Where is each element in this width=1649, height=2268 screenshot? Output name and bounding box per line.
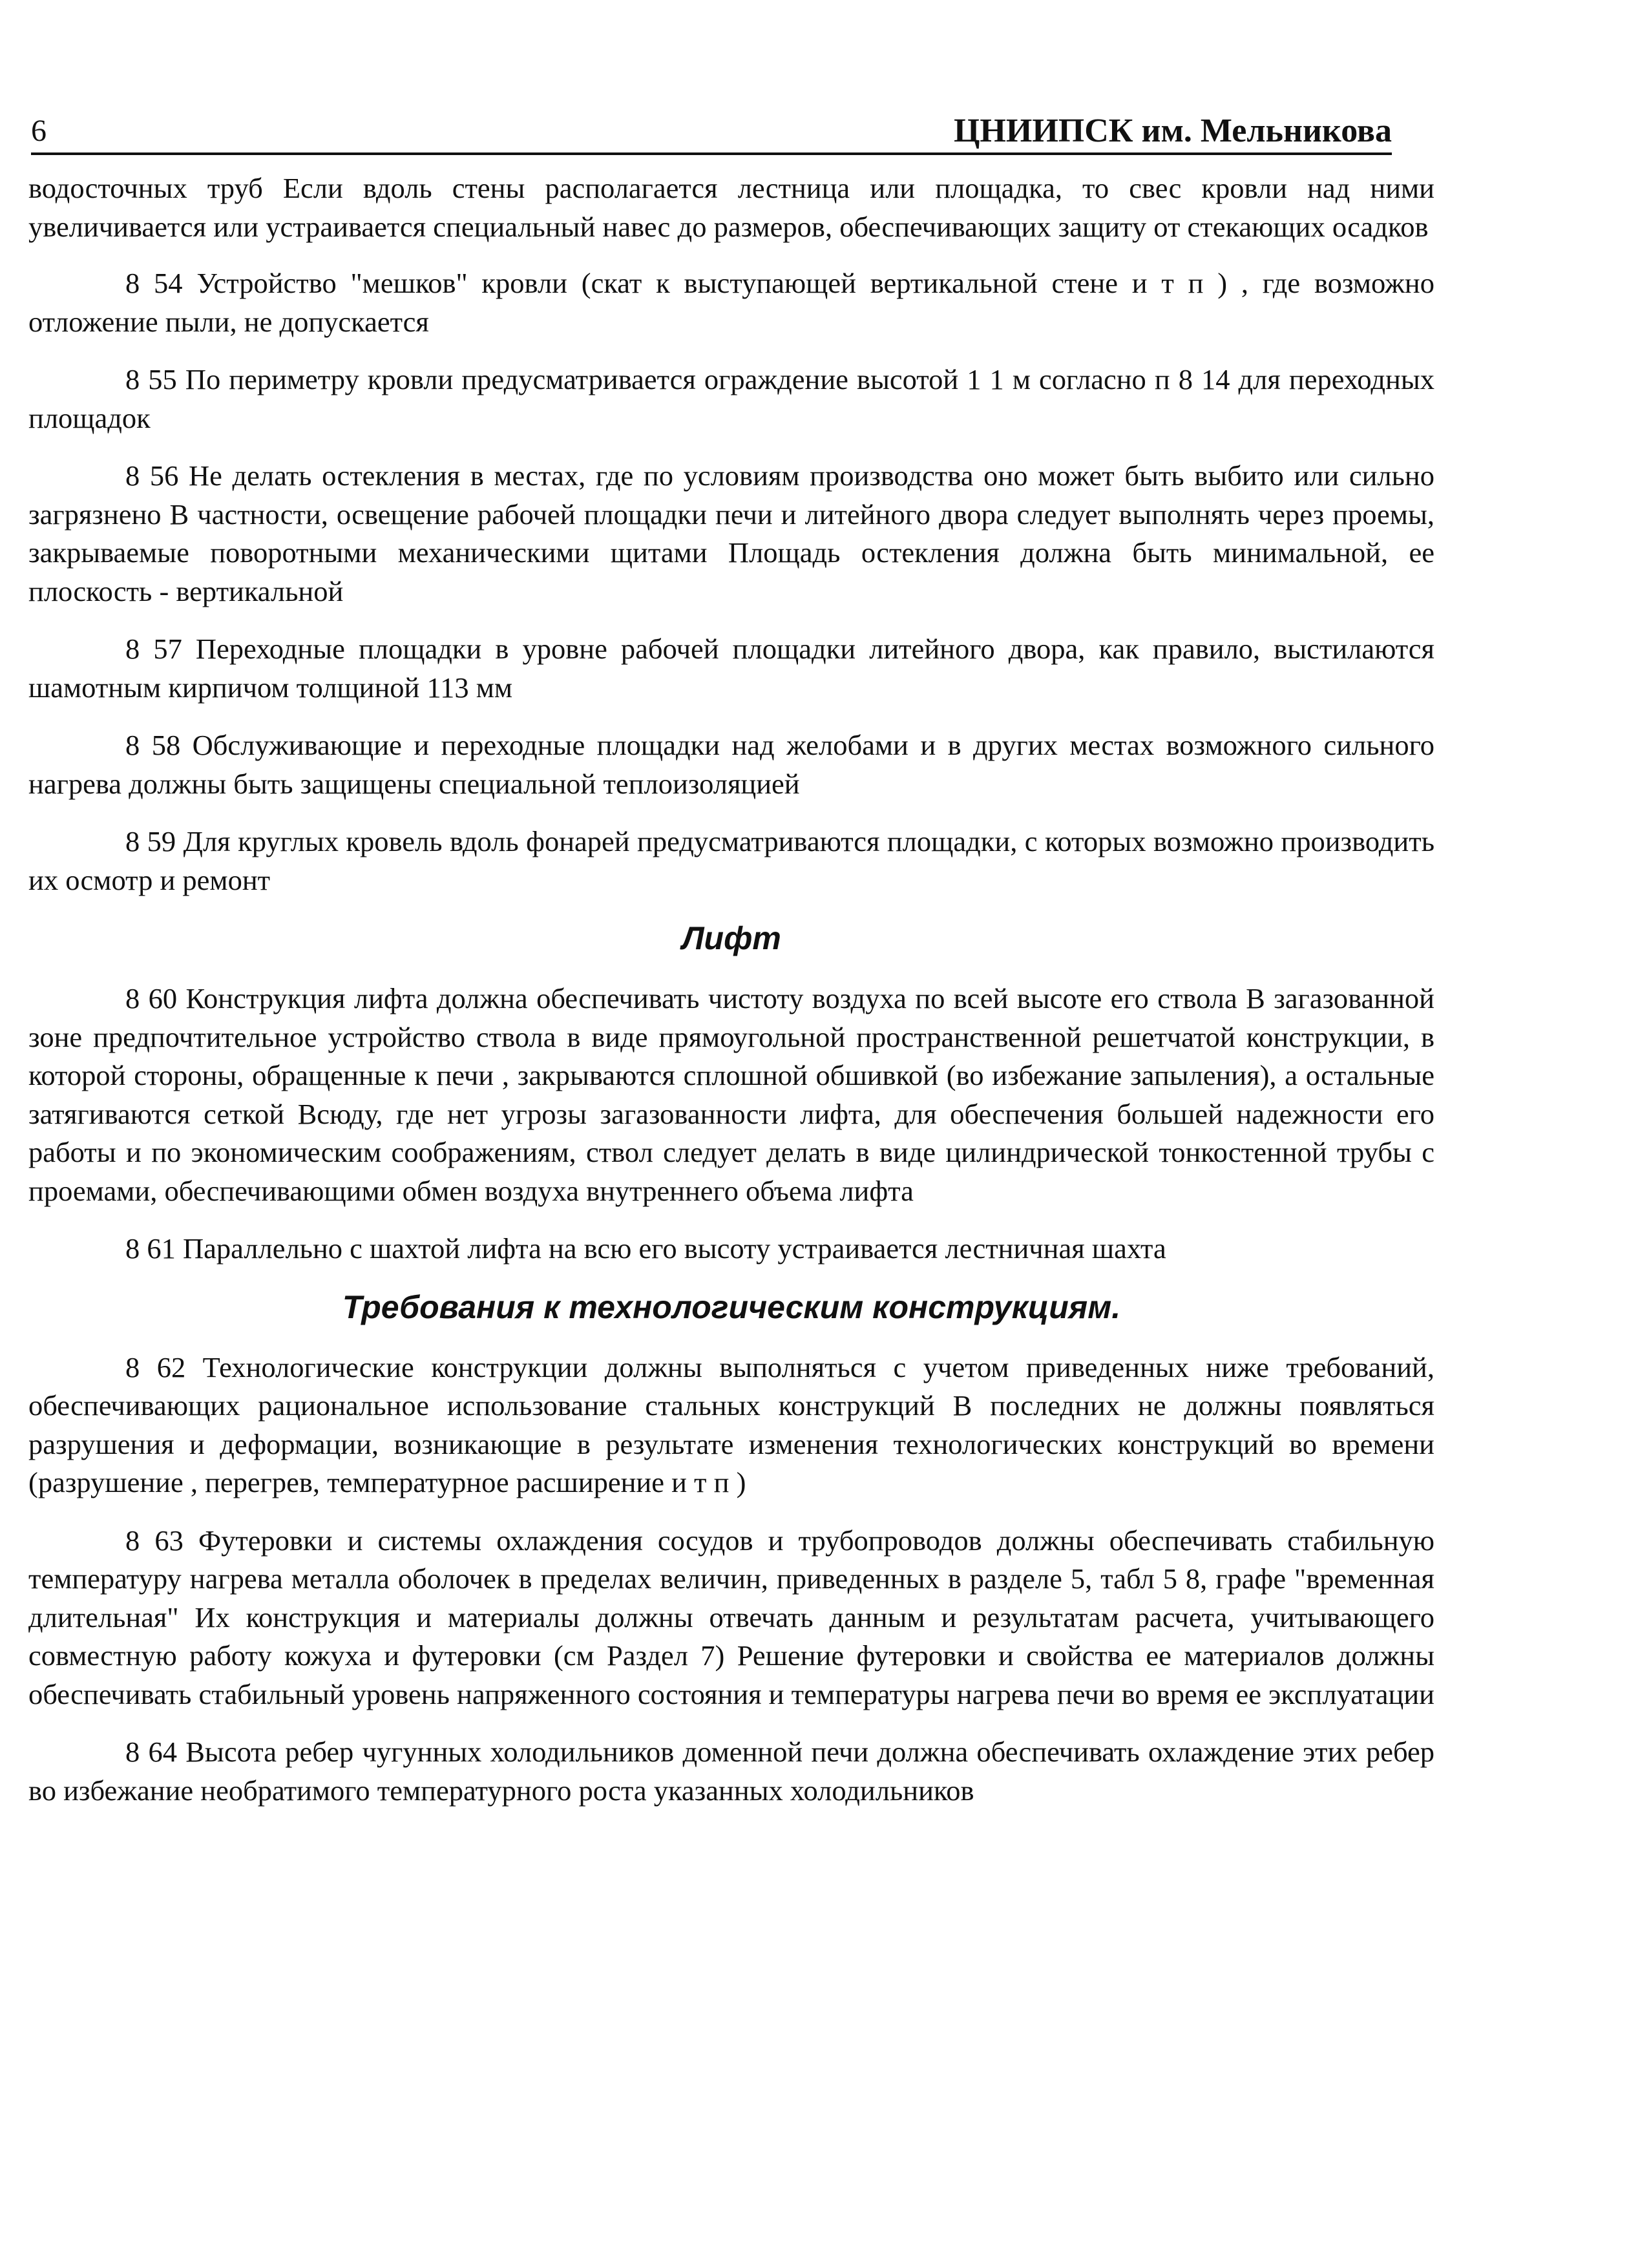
paragraph-8-56: 8 56 Не делать остекления в местах, где по условиям производства оно может быть выбито или сильно загрязнено В частности, освещение рабочей площадки печи и литейного двора следует выполнять через проемы, закрываемые поворотными механическими щитами Площадь остекления должна быть минимальной, ее плоскость - вертикальной xyxy=(28,459,1434,607)
paragraph-8-63: 8 63 Футеровки и системы охлаждения сосудов и трубопроводов должны обеспечивать стабильную температуру нагрева металла оболочек в пределах величин, приведенных в разделе 5, табл 5 8, графе "временная длительная" Их конструкция и материалы должны отвечать данным и результатам расчета, учитывающего совместную работу кожуха и футеровки (см Раздел 7) Решение футеровки и свойства ее материалов должны обеспечивать стабильный уровень напряженного состояния и температуры нагрева печи во время ее эксплуатации xyxy=(28,1524,1434,1710)
section-heading-tech: Требования к технологическим конструкциям. xyxy=(342,1288,1121,1325)
paragraph-8-62: 8 62 Технологические конструкции должны выполняться с учетом приведенных ниже требований, обеспечивающих рациональное использование стальных конструкций В последних не должны появляться разрушения и деформации, возникающие в результате изменения технологических конструкций во времени (разрушение , перегрев, температурное расширение и т п ) xyxy=(28,1350,1434,1498)
page-number: 6 xyxy=(31,114,47,148)
header-title: ЦНИИПСК им. Мельникова xyxy=(953,112,1392,149)
paragraph-8-61: 8 61 Параллельно с шахтой лифта на всю его высоту устраивается лестничная шахта xyxy=(125,1232,1166,1265)
paragraph-8-58: 8 58 Обслуживающие и переходные площадки над желобами и в других местах возможного сильного нагрева должны быть защищены специальной теплоизоляцией xyxy=(28,729,1434,800)
paragraph-8-57: 8 57 Переходные площадки в уровне рабочей площадки литейного двора, как правило, выстилаются шамотным кирпичом толщиной 113 мм xyxy=(28,633,1434,704)
paragraph-8-60: 8 60 Конструкция лифта должна обеспечивать чистоту воздуха по всей высоте его ствола В загазованной зоне предпочтительное устройство ствола в виде прямоугольной пространственной решетчатой конструкции, в которой стороны, обращенные к печи , закрываются сплошной обшивкой (во избежание запыления), а остальные затягиваются сеткой Всюду, где нет угрозы загазованности лифта, для обеспечения большей надежности его работы и по экономическим соображениям, ствол следует делать в виде цилиндрической тонкостенной трубы с проемами, обеспечивающими обмен воздуха внутреннего объема лифта xyxy=(28,982,1434,1207)
paragraph-8-54: 8 54 Устройство "мешков" кровли (скат к выступающей вертикальной стене и т п ) , где возможно отложение пыли, не допускается xyxy=(28,267,1434,338)
paragraph-8-55: 8 55 По периметру кровли предусматривается ограждение высотой 1 1 м согласно п 8 14 для переходных площадок xyxy=(28,363,1434,434)
paragraph-continuation: водосточных труб Если вдоль стены располагается лестница или площадка, то свес кровли над ними увеличивается или устраивается специальный навес до размеров, обеспечивающих защиту от стекающих осадков xyxy=(28,172,1434,243)
section-heading-lift: Лифт xyxy=(682,920,781,956)
paragraph-8-64: 8 64 Высота ребер чугунных холодильников доменной печи должна обеспечивать охлаждение этих ребер во избежание необратимого температурного роста указанных холодильников xyxy=(28,1736,1434,1807)
page-header xyxy=(31,109,1392,155)
document-body xyxy=(28,169,1434,1829)
paragraph-8-59: 8 59 Для круглых кровель вдоль фонарей предусматриваются площадки, с которых возможно производить их осмотр и ремонт xyxy=(28,825,1434,896)
